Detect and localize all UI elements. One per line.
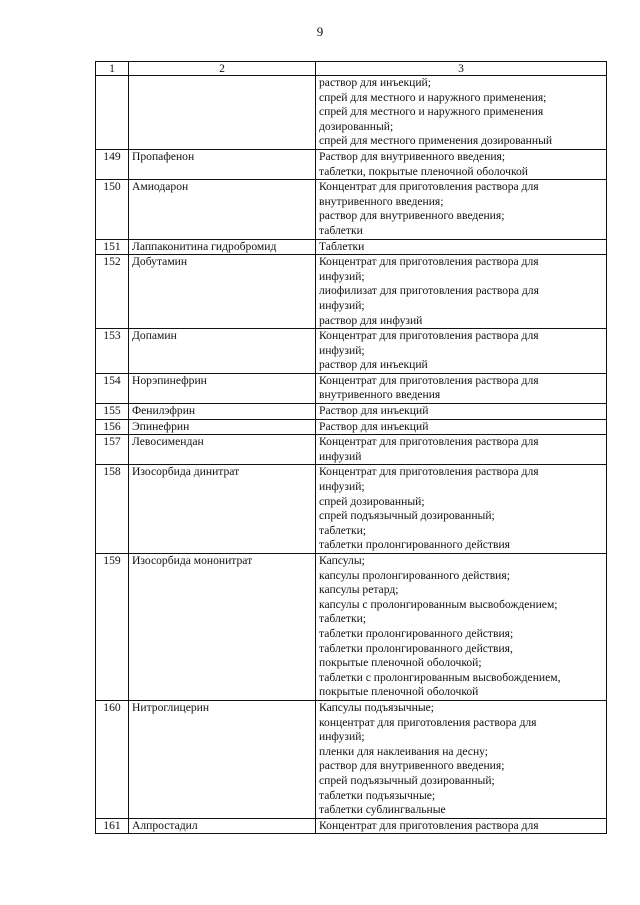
dosage-form-line: Концентрат для приготовления раствора для (319, 373, 539, 387)
table-row (96, 329, 607, 374)
table-row (96, 180, 607, 239)
dosage-form-line: покрытые пленочной оболочкой; (319, 656, 482, 670)
table-row (96, 149, 607, 179)
drug-name: Амиодарон (129, 180, 316, 239)
table-row (96, 404, 607, 420)
column-header-3: 3 (316, 62, 607, 76)
row-number: 154 (96, 373, 129, 403)
column-header-2: 2 (129, 62, 316, 76)
table-row (96, 373, 607, 403)
drug-name: Пропафенон (129, 149, 316, 179)
dosage-form-line: Концентрат для приготовления раствора для (319, 435, 539, 449)
dosage-form-line: Таблетки (319, 239, 365, 253)
dosage-form-line: инфузий; (319, 343, 365, 357)
dosage-forms (316, 465, 607, 554)
dosage-form-line: таблетки; (319, 523, 367, 537)
dosage-form-line: концентрат для приготовления раствора для (319, 715, 537, 729)
dosage-form-line: таблетки пролонгированного действия (319, 538, 510, 552)
dosage-form-line: Раствор для инъекций (319, 404, 429, 418)
dosage-form-line: капсулы с пролонгированным высвобождением; (319, 597, 558, 611)
dosage-form-line: инфузий (319, 449, 362, 463)
drug-name: Фенилэфрин (129, 404, 316, 420)
dosage-forms (316, 180, 607, 239)
dosage-forms (316, 76, 607, 150)
row-number (96, 76, 129, 150)
drug-table (95, 61, 607, 834)
row-number: 150 (96, 180, 129, 239)
dosage-form-line: раствор для инъекций; (319, 76, 431, 89)
dosage-form-line: таблетки, покрытые пленочной оболочкой (319, 164, 528, 178)
row-number: 155 (96, 404, 129, 420)
dosage-form-line: инфузий; (319, 480, 365, 494)
dosage-form-line: спрей для местного и наружного применения; (319, 90, 547, 104)
dosage-form-line: лиофилизат для приготовления раствора для (319, 284, 539, 298)
dosage-form-line: раствор для инъекций (319, 358, 428, 372)
row-number: 152 (96, 255, 129, 329)
dosage-forms (316, 435, 607, 465)
dosage-form-line: спрей дозированный; (319, 494, 425, 508)
drug-name (129, 76, 316, 150)
table-row (96, 700, 607, 818)
dosage-form-line: Концентрат для приготовления раствора для (319, 180, 539, 194)
drug-name: Левосимендан (129, 435, 316, 465)
table-row (96, 239, 607, 255)
dosage-form-line: спрей для местного применения дозированный (319, 134, 553, 148)
dosage-form-line: Концентрат для приготовления раствора для (319, 818, 539, 832)
dosage-form-line: таблетки с пролонгированным высвобождением, (319, 670, 561, 684)
dosage-forms (316, 700, 607, 818)
drug-name: Лаппаконитина гидробромид (129, 239, 316, 255)
row-number: 156 (96, 419, 129, 435)
row-number: 151 (96, 239, 129, 255)
dosage-form-line: таблетки сублингвальные (319, 803, 446, 817)
dosage-form-line: капсулы пролонгированного действия; (319, 568, 510, 582)
drug-name: Алпростадил (129, 818, 316, 834)
dosage-forms (316, 149, 607, 179)
drug-name: Норэпинефрин (129, 373, 316, 403)
dosage-form-line: пленки для наклеивания на десну; (319, 744, 489, 758)
dosage-forms (316, 239, 607, 255)
dosage-form-line: таблетки подъязычные; (319, 788, 436, 802)
dosage-forms (316, 554, 607, 701)
dosage-forms (316, 255, 607, 329)
row-number: 153 (96, 329, 129, 374)
table-row (96, 435, 607, 465)
dosage-form-line: таблетки пролонгированного действия, (319, 641, 513, 655)
dosage-form-line: внутривенного введения (319, 388, 441, 402)
table-row (96, 554, 607, 701)
dosage-form-line: инфузий; (319, 730, 365, 744)
row-number: 158 (96, 465, 129, 554)
page-number: 9 (316, 24, 324, 39)
dosage-form-line: таблетки; (319, 612, 367, 626)
dosage-form-line: Раствор для внутривенного введения; (319, 149, 506, 163)
dosage-form-line: раствор для внутривенного введения; (319, 759, 505, 773)
row-number: 149 (96, 149, 129, 179)
dosage-form-line: капсулы ретард; (319, 583, 399, 597)
table-row (96, 465, 607, 554)
table-row (96, 419, 607, 435)
dosage-form-line: Раствор для инъекций (319, 419, 429, 433)
dosage-forms (316, 373, 607, 403)
dosage-form-line: инфузий; (319, 269, 365, 283)
dosage-form-line: спрей подъязычный дозированный; (319, 509, 495, 523)
dosage-form-line: Концентрат для приготовления раствора для (319, 255, 539, 269)
dosage-form-line: дозированный; (319, 119, 394, 133)
dosage-forms (316, 818, 607, 834)
dosage-form-line: Капсулы; (319, 554, 365, 567)
dosage-form-line: инфузий; (319, 298, 365, 312)
drug-name: Допамин (129, 329, 316, 374)
dosage-form-line: покрытые пленочной оболочкой (319, 685, 479, 699)
dosage-forms (316, 329, 607, 374)
dosage-form-line: таблетки (319, 223, 363, 237)
dosage-form-line: спрей подъязычный дозированный; (319, 773, 495, 787)
dosage-form-line: Капсулы подъязычные; (319, 700, 434, 714)
dosage-forms (316, 404, 607, 420)
row-number: 160 (96, 700, 129, 818)
row-number: 159 (96, 554, 129, 701)
dosage-form-line: Концентрат для приготовления раствора для (319, 465, 539, 479)
table-row (96, 818, 607, 834)
dosage-form-line: спрей для местного и наружного применения (319, 105, 544, 119)
column-header-1: 1 (96, 62, 129, 76)
row-number: 161 (96, 818, 129, 834)
dosage-form-line: Концентрат для приготовления раствора для (319, 329, 539, 343)
row-number: 157 (96, 435, 129, 465)
table-header-row (96, 62, 607, 76)
drug-name: Добутамин (129, 255, 316, 329)
drug-name: Нитроглицерин (129, 700, 316, 818)
table-row (96, 255, 607, 329)
table-body (96, 62, 607, 834)
drug-name: Изосорбида мононитрат (129, 554, 316, 701)
dosage-forms (316, 419, 607, 435)
table-row (96, 76, 607, 150)
drug-name: Эпинефрин (129, 419, 316, 435)
dosage-form-line: раствор для инфузий (319, 313, 423, 327)
dosage-form-line: таблетки пролонгированного действия; (319, 626, 514, 640)
drug-name: Изосорбида динитрат (129, 465, 316, 554)
dosage-form-line: раствор для внутривенного введения; (319, 209, 505, 223)
dosage-form-line: внутривенного введения; (319, 194, 444, 208)
